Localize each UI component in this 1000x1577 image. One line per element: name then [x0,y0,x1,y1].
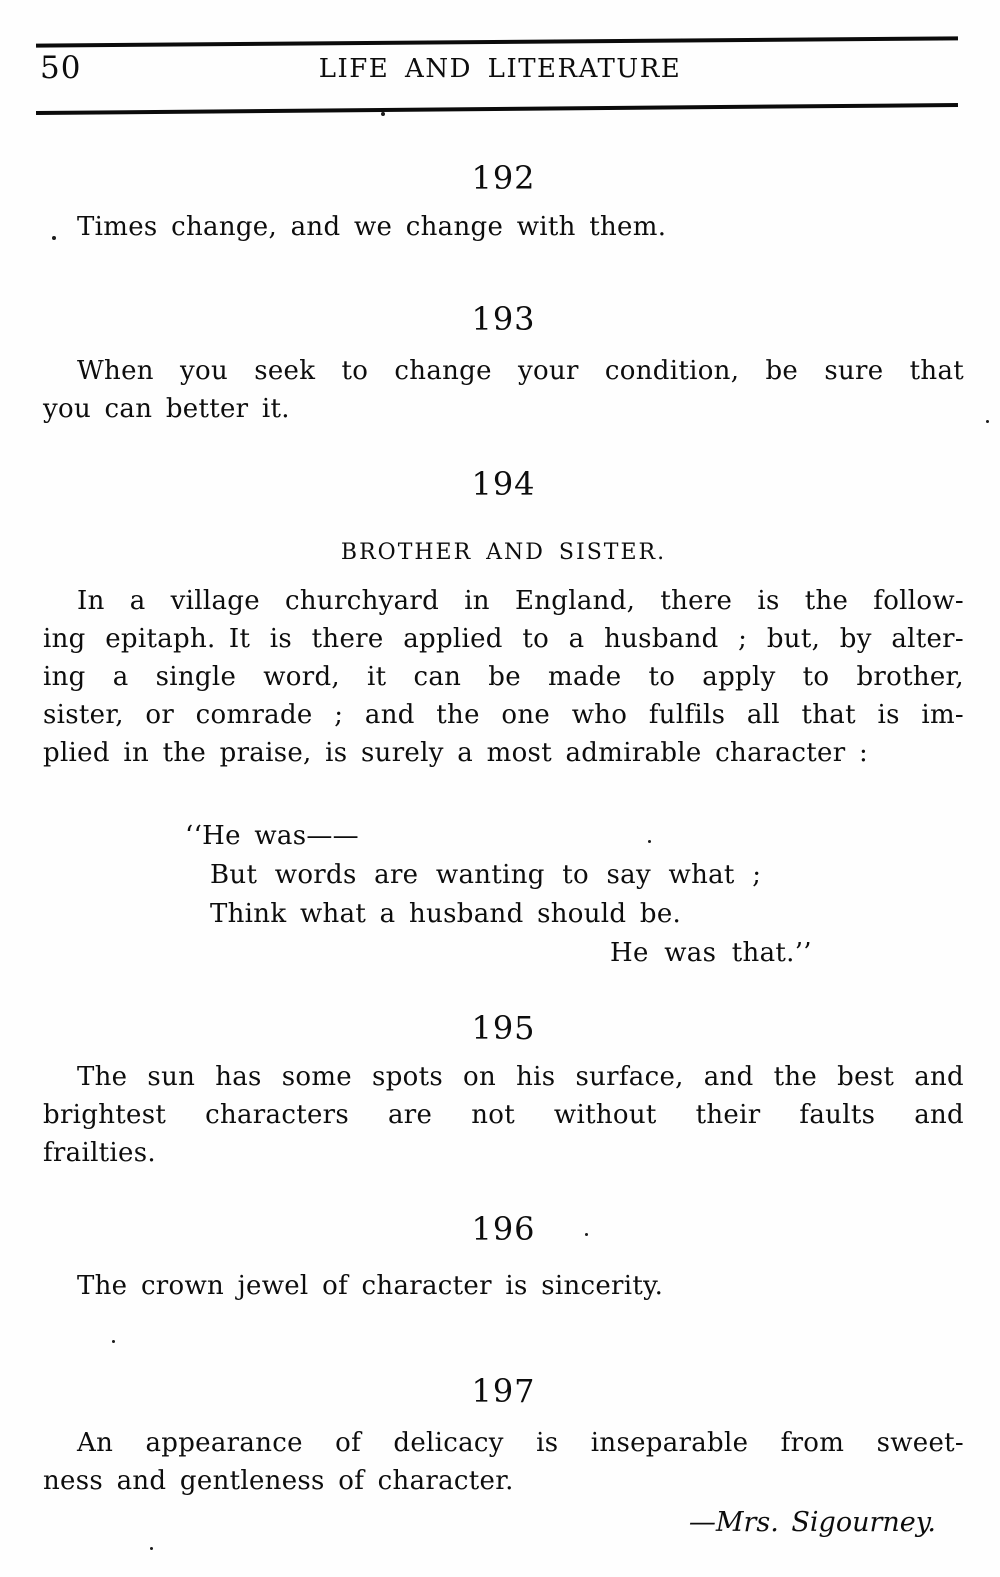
page-content [0,158,1000,1542]
section-194-heading: BROTHER AND SISTER. [340,540,667,565]
verse-line: But words are wanting to say what ; [210,860,762,890]
section-number-197: 197 [471,1372,536,1410]
text-line: frailties. [43,1138,156,1168]
section-196-text: The crown jewel of character is sincerity. [77,1271,664,1301]
running-title: LIFE AND LITERATURE [318,54,682,84]
header-rule-top [36,36,958,47]
text-line: ing a single word, it can be made to apply to brother, [43,662,964,692]
attribution: —Mrs. Sigourney. [688,1507,936,1538]
scan-artifact-dot [648,840,651,843]
text-line: When you seek to change your condition, be sure that [77,356,964,386]
text-line: you can better it. [43,394,290,424]
scan-artifact-dot [585,1233,588,1236]
section-194-paragraph [43,582,964,772]
page-number: 50 [40,50,82,86]
text-line: ing epitaph. It is there applied to a husband ; but, by alter- [43,624,964,654]
verse-line: Think what a husband should be. [210,899,682,929]
text-line: plied in the praise, is surely a most admirable character : [43,738,869,768]
section-number-196: 196 [471,1210,536,1248]
section-number-194: 194 [471,465,536,503]
scan-artifact-dot [52,236,56,240]
section-197-paragraph [43,1424,964,1500]
text-line: brightest characters are not without their faults and [43,1100,964,1130]
section-194-verse [43,817,964,973]
scan-artifact-dot [150,1547,153,1550]
scan-artifact-dot [381,112,385,116]
section-193-paragraph [43,352,964,428]
scan-artifact-dot [986,420,989,423]
text-line: An appearance of delicacy is inseparable from sweet- [77,1428,964,1458]
scan-artifact-dot [112,1340,115,1343]
verse-line: ‘‘He was—— [185,821,359,851]
text-line: ness and gentleness of character. [43,1466,514,1496]
text-line: In a village churchyard in England, there is the follow- [77,586,964,616]
section-192-text: Times change, and we change with them. [77,212,667,242]
header-rule-bottom [36,103,958,115]
section-number-192: 192 [471,159,536,197]
text-line: The sun has some spots on his surface, and the best and [77,1062,964,1092]
text-line: sister, or comrade ; and the one who fulfils all that is im- [43,700,964,730]
section-195-paragraph [43,1058,964,1172]
verse-line: He was that.’’ [610,938,812,968]
header-row [40,48,960,92]
section-number-193: 193 [471,300,536,338]
section-number-195: 195 [471,1009,536,1047]
page-header [0,0,1000,140]
